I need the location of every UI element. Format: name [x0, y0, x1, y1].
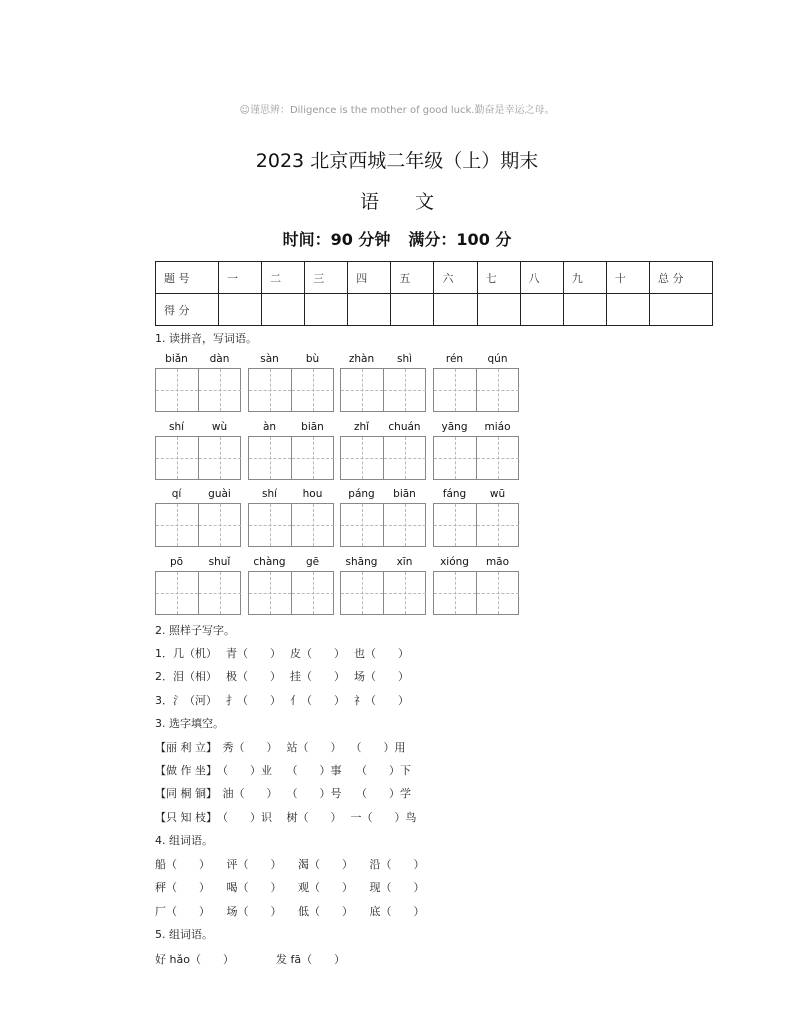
score-input-cell[interactable] — [650, 294, 713, 326]
pinyin-syllable: xióng — [440, 556, 469, 568]
guide-line-vertical — [405, 504, 406, 546]
pinyin-syllable: māo — [485, 556, 510, 568]
pinyin-syllable: chuán — [388, 421, 421, 433]
time-score-info — [0, 227, 794, 250]
score-input-cell[interactable] — [477, 294, 520, 326]
guide-line-vertical — [455, 369, 456, 411]
score-cell-header: 八 — [520, 262, 563, 294]
guide-line-vertical — [270, 437, 271, 479]
writing-box[interactable] — [156, 369, 198, 411]
question-1-title: 1. 读拼音，写词语。 — [155, 332, 257, 345]
writing-box[interactable] — [341, 504, 383, 546]
writing-grid — [433, 436, 519, 480]
pinyin-syllable: shí — [168, 421, 185, 433]
q2-line: 3．氵（河） 扌（ ） 亻（ ） 礻（ ） — [155, 694, 409, 707]
question-5-title: 5. 组词语。 — [155, 928, 213, 941]
score-cell-header: 一 — [219, 262, 262, 294]
writing-grid — [155, 368, 241, 412]
score-input-cell[interactable] — [348, 294, 391, 326]
pinyin-syllable: hou — [302, 488, 323, 500]
writing-box[interactable] — [198, 504, 241, 546]
writing-box[interactable] — [476, 572, 519, 614]
writing-grid — [340, 368, 426, 412]
guide-line-vertical — [313, 572, 314, 614]
pinyin-syllable: àn — [262, 421, 277, 433]
writing-box[interactable] — [291, 504, 334, 546]
writing-box[interactable] — [383, 504, 426, 546]
writing-box[interactable] — [434, 437, 476, 479]
pinyin-syllable: guài — [208, 488, 231, 500]
guide-line-vertical — [177, 369, 178, 411]
writing-box[interactable] — [156, 572, 198, 614]
q5-item: 发 fā（ ） — [276, 953, 346, 966]
guide-line-vertical — [313, 437, 314, 479]
score-cell-header: 十 — [606, 262, 649, 294]
score-input-cell[interactable] — [262, 294, 305, 326]
pinyin-syllable: páng — [348, 488, 375, 500]
writing-grid — [155, 503, 241, 547]
question-2-title: 2. 照样子写字。 — [155, 624, 235, 637]
score-cell-header: 三 — [305, 262, 348, 294]
score-cell-header: 二 — [262, 262, 305, 294]
guide-line-vertical — [177, 504, 178, 546]
guide-line-vertical — [362, 504, 363, 546]
writing-box[interactable] — [291, 369, 334, 411]
score-input-cell[interactable] — [563, 294, 606, 326]
pinyin-syllable: fáng — [442, 488, 467, 500]
writing-grid — [433, 503, 519, 547]
writing-grid — [155, 436, 241, 480]
guide-line-vertical — [177, 437, 178, 479]
writing-box[interactable] — [341, 437, 383, 479]
guide-line-vertical — [362, 369, 363, 411]
writing-grid — [155, 571, 241, 615]
q3-line: 【同 桐 铜】 油（ ） （ ）号 （ ）学 — [155, 787, 411, 800]
writing-grid — [340, 571, 426, 615]
writing-box[interactable] — [198, 369, 241, 411]
guide-line-vertical — [220, 437, 221, 479]
score-table-header-row — [156, 262, 713, 294]
pinyin-syllable: shāng — [345, 556, 378, 568]
pinyin-syllable: dàn — [209, 353, 230, 365]
writing-grid — [248, 503, 334, 547]
score-cell-header: 六 — [434, 262, 477, 294]
question-3-title: 3. 选字填空。 — [155, 717, 224, 730]
guide-line-vertical — [177, 572, 178, 614]
guide-line-vertical — [220, 504, 221, 546]
guide-line-vertical — [498, 504, 499, 546]
writing-box[interactable] — [434, 572, 476, 614]
guide-line-vertical — [270, 572, 271, 614]
pinyin-syllable: qún — [487, 353, 508, 365]
guide-line-vertical — [313, 369, 314, 411]
score-cell-header: 五 — [391, 262, 434, 294]
guide-line-vertical — [405, 369, 406, 411]
writing-grid — [248, 436, 334, 480]
guide-line-vertical — [498, 369, 499, 411]
exam-title: 2023 北京西城二年级（上）期末 — [255, 150, 539, 172]
pinyin-syllable: miáo — [484, 421, 511, 433]
score-cell-header: 七 — [477, 262, 520, 294]
pinyin-syllable: pō — [169, 556, 184, 568]
writing-grid — [340, 436, 426, 480]
guide-line-vertical — [270, 504, 271, 546]
pinyin-syllable: biān — [301, 421, 324, 433]
guide-line-vertical — [405, 437, 406, 479]
guide-line-vertical — [498, 437, 499, 479]
score-table — [155, 261, 713, 326]
pinyin-syllable: zhǐ — [353, 421, 370, 433]
score-input-cell[interactable] — [434, 294, 477, 326]
q2-line: 1．几（机） 青（ ） 皮（ ） 也（ ） — [155, 647, 409, 660]
score-row-label: 得 分 — [156, 294, 219, 326]
guide-line-vertical — [270, 369, 271, 411]
writing-box[interactable] — [341, 369, 383, 411]
exam-time: 时间：90 分钟 — [282, 230, 391, 249]
guide-line-vertical — [405, 572, 406, 614]
q4-line: 秤（ ） 喝（ ） 观（ ） 现（ ） — [155, 881, 425, 894]
pinyin-syllable: sàn — [260, 353, 279, 365]
pinyin-syllable: zhàn — [348, 353, 375, 365]
guide-line-vertical — [220, 369, 221, 411]
writing-box[interactable] — [434, 369, 476, 411]
pinyin-syllable: wū — [489, 488, 506, 500]
pinyin-syllable: shí — [261, 488, 278, 500]
score-cell-label: 题 号 — [156, 262, 219, 294]
guide-line-vertical — [362, 437, 363, 479]
writing-box[interactable] — [156, 504, 198, 546]
writing-box[interactable] — [198, 572, 241, 614]
score-input-cell[interactable] — [305, 294, 348, 326]
writing-box[interactable] — [434, 504, 476, 546]
writing-box[interactable] — [383, 437, 426, 479]
score-input-cell[interactable] — [219, 294, 262, 326]
writing-grid — [340, 503, 426, 547]
writing-box[interactable] — [341, 572, 383, 614]
writing-box[interactable] — [291, 572, 334, 614]
writing-box[interactable] — [291, 437, 334, 479]
guide-line-vertical — [455, 572, 456, 614]
question-4-title: 4. 组词语。 — [155, 834, 213, 847]
score-table-score-row — [156, 294, 713, 326]
score-input-cell[interactable] — [391, 294, 434, 326]
motto-line: ☺谨思辨：Diligence is the mother of good luck.勤奋是幸运之母。 — [239, 105, 555, 116]
writing-grid — [433, 368, 519, 412]
q3-line: 【丽 利 立】 秀（ ） 站（ ） （ ）用 — [155, 741, 406, 754]
q3-line: 【只 知 枝】 （ ）识 树（ ） 一（ ）鸟 — [155, 811, 417, 824]
pinyin-syllable: biān — [393, 488, 416, 500]
pinyin-syllable: shì — [396, 353, 413, 365]
guide-line-vertical — [362, 572, 363, 614]
exam-full-score: 满分：100 分 — [408, 230, 512, 249]
writing-grid — [248, 368, 334, 412]
writing-box[interactable] — [476, 504, 519, 546]
writing-box[interactable] — [476, 437, 519, 479]
pinyin-syllable: xīn — [396, 556, 413, 568]
writing-box[interactable] — [383, 369, 426, 411]
guide-line-vertical — [455, 437, 456, 479]
score-input-cell[interactable] — [520, 294, 563, 326]
q2-line: 2．泪（相） 极（ ） 挂（ ） 场（ ） — [155, 670, 409, 683]
writing-box[interactable] — [249, 504, 291, 546]
guide-line-vertical — [313, 504, 314, 546]
pinyin-syllable: wù — [211, 421, 228, 433]
q3-line: 【做 作 坐】 （ ）业 （ ）事 （ ）下 — [155, 764, 411, 777]
writing-box[interactable] — [249, 572, 291, 614]
guide-line-vertical — [498, 572, 499, 614]
writing-box[interactable] — [198, 437, 241, 479]
score-cell-header: 四 — [348, 262, 391, 294]
q4-line: 船（ ） 评（ ） 渴（ ） 沿（ ） — [155, 858, 425, 871]
writing-box[interactable] — [156, 437, 198, 479]
guide-line-vertical — [455, 504, 456, 546]
pinyin-syllable: rén — [445, 353, 464, 365]
q5-item: 好 hǎo（ ） — [155, 953, 234, 966]
pinyin-syllable: biǎn — [165, 353, 188, 365]
score-cell-total: 总 分 — [650, 262, 713, 294]
writing-grid — [433, 571, 519, 615]
pinyin-syllable: gē — [305, 556, 320, 568]
pinyin-syllable: chàng — [253, 556, 286, 568]
pinyin-syllable: bù — [305, 353, 320, 365]
writing-box[interactable] — [476, 369, 519, 411]
pinyin-syllable: qí — [171, 488, 182, 500]
pinyin-syllable: yāng — [441, 421, 468, 433]
writing-grid — [248, 571, 334, 615]
pinyin-syllable: shuǐ — [208, 556, 231, 568]
score-cell-header: 九 — [563, 262, 606, 294]
writing-box[interactable] — [249, 369, 291, 411]
subject-title: 语文 — [359, 191, 470, 213]
writing-box[interactable] — [383, 572, 426, 614]
q4-line: 厂（ ） 场（ ） 低（ ） 底（ ） — [155, 905, 425, 918]
score-input-cell[interactable] — [606, 294, 649, 326]
writing-box[interactable] — [249, 437, 291, 479]
guide-line-vertical — [220, 572, 221, 614]
